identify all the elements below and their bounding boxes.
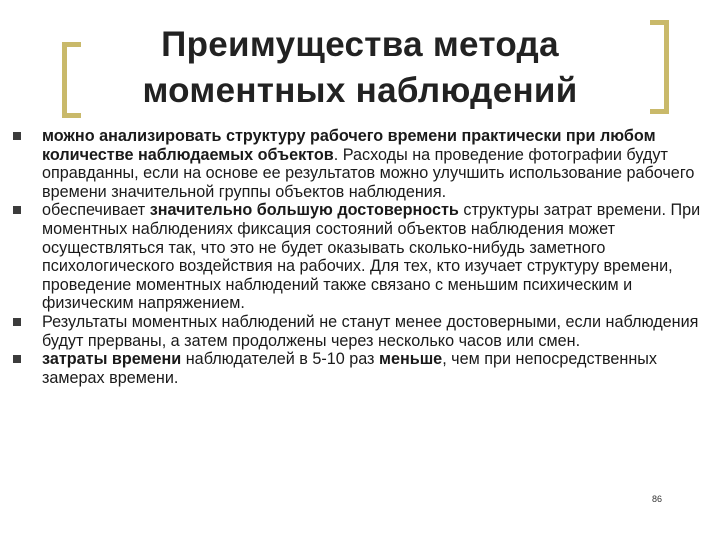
item-4-text-bold-b: меньше	[378, 350, 443, 369]
title-line-1: Преимущества метода	[161, 25, 559, 64]
bullet-item-2	[0, 201, 720, 313]
item-3-text: Результаты моментных наблюдений не станут менее достоверными, если наблюдения будут прерваны, а затем продолжены через несколько часов или смен.	[42, 312, 699, 350]
bullet-item-1	[0, 127, 720, 201]
bullet-item-4	[0, 350, 720, 387]
square-bullet-icon	[13, 355, 21, 363]
item-2-text-b: структуры затрат времени. При моментных наблюдениях фиксация состояний объектов наблюдения может осуществляться так, что это не будет оказывать сколько-нибудь заметного психологического воздействия на рабочих. Для тех, кто изучает структуру времени, проведение моментных наблюдений также связано с меньшим психическим и физическим напряжением.	[42, 201, 701, 313]
item-1-text-bold: можно анализировать структуру рабочего времени практически при любом количестве наблюдаемых объектов	[42, 127, 656, 164]
bullet-item-3	[0, 313, 720, 350]
item-2-text-bold: значительно большую достоверность	[149, 201, 459, 220]
left-bracket-decoration	[62, 42, 81, 118]
square-bullet-icon	[13, 206, 21, 214]
item-2-text-a: обеспечивает	[42, 201, 150, 220]
square-bullet-icon	[13, 318, 21, 326]
item-4-text-bold-a: затраты времени	[42, 350, 182, 369]
slide-title	[80, 22, 640, 114]
title-line-2: моментных наблюдений	[142, 71, 578, 110]
item-4-text-b: , чем при непосредственных замерах времени.	[42, 350, 657, 387]
right-bracket-decoration	[650, 20, 669, 114]
bullet-list	[0, 127, 720, 387]
square-bullet-icon	[13, 132, 21, 140]
item-4-text-a: наблюдателей в 5-10 раз	[181, 350, 379, 369]
item-1-text: . Расходы на проведение фотографии будут оправданны, если на основе ее результатов можно улучшить использование рабочего времени значительной группы объектов наблюдения.	[42, 145, 695, 201]
page-number: 86	[652, 494, 663, 504]
